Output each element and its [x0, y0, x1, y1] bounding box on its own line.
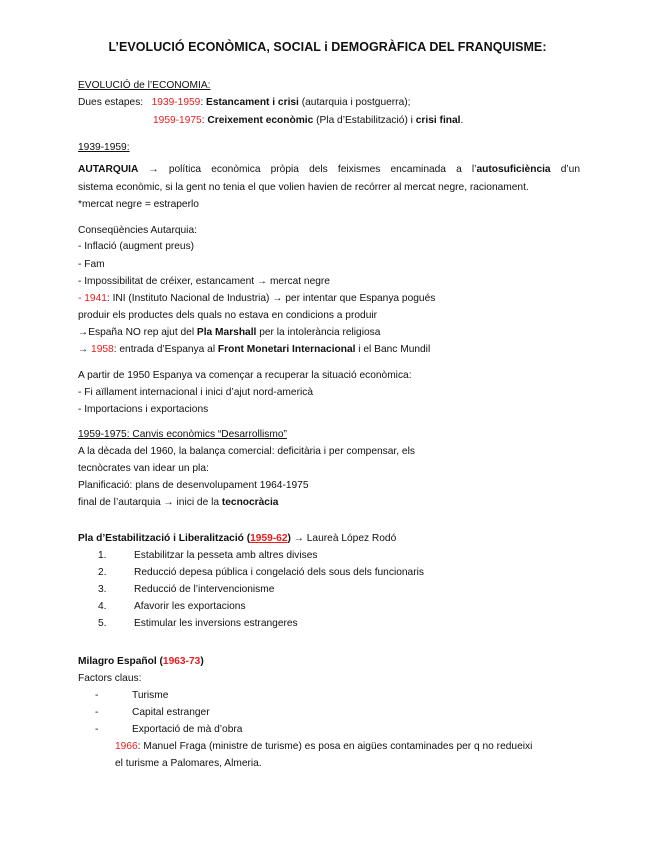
stage-2-years: 1959-1975 — [153, 115, 202, 126]
factor-text: Capital estranger — [132, 707, 210, 718]
autarquia-definition — [78, 163, 580, 176]
marshall-plan: Pla Marshall — [196, 327, 257, 338]
autarquia-term: AUTARQUIA — [78, 164, 139, 175]
consequence-ini — [78, 292, 435, 305]
stage-1-line: Dues estapes: 1939-1959: Estancament i crisi (autarquia i postguerra); — [78, 97, 411, 108]
palomares-text: : Manuel Fraga (ministre de turisme) es posa en aigües contaminades per q no redueixi — [137, 741, 533, 752]
ini-year: 1941 — [84, 293, 107, 304]
plan-item-text: Afavorir les exportacions — [134, 601, 246, 612]
plan-item — [78, 583, 274, 596]
stabilization-plan-title: Pla d’Estabilització i Liberalització — [78, 533, 244, 544]
imf-year: 1958 — [91, 344, 114, 355]
stage-2-line: 1959-1975: Creixement econòmic (Pla d’Estabilització) i crisi final. — [153, 115, 464, 126]
factors-heading: Factors claus: — [78, 673, 142, 684]
period-1939-heading: 1939-1959: — [78, 142, 130, 153]
milagro-heading — [78, 655, 204, 668]
stage-2-crisis: crisi final — [415, 115, 461, 126]
plan-item — [78, 600, 246, 613]
factor-item — [78, 689, 168, 702]
plan-item-text: Estabilitzar la pesseta amb altres divises — [134, 550, 318, 561]
recovery-item-isolation: - Fi aïllament internacional i inici d’ajut nord-americà — [78, 387, 313, 398]
imf-line — [78, 343, 430, 356]
technocracy-line — [78, 496, 278, 509]
recovery-item-trade: - Importacions i exportacions — [78, 404, 209, 415]
stabilization-years: 1959-62 — [250, 533, 288, 544]
palomares-note — [115, 740, 532, 753]
consequence-famine: - Fam — [78, 259, 105, 270]
plan-item — [78, 566, 424, 579]
technocracy-text: final de l’autarquia → inici de la — [78, 497, 222, 508]
autosuficiencia-term: autosuficiència — [476, 164, 551, 175]
imf-arrow: → — [78, 344, 92, 355]
desarrollismo-line-2: tecnòcrates van idear un pla: — [78, 463, 209, 474]
consequences-heading: Conseqüències Autarquia: — [78, 225, 197, 236]
plan-item — [78, 549, 317, 562]
factor-dash: - — [95, 690, 99, 701]
milagro-years: 1963-73 — [162, 656, 201, 667]
stage-2-detail: (Pla d’Estabilització) i — [313, 115, 416, 126]
consequence-inflation: - Inflació (augment preus) — [78, 241, 195, 252]
factor-dash: - — [95, 724, 99, 735]
black-market-note: *mercat negre = estraperlo — [78, 199, 199, 210]
stages-intro: Dues estapes: — [78, 97, 144, 108]
marshall-line — [78, 326, 380, 339]
document-title: L’EVOLUCIÓ ECONÒMICA, SOCIAL i DEMOGRÀFICA DEL FRANQUISME: — [108, 40, 547, 54]
stabilization-author: → Laureà López Rodó — [290, 533, 397, 544]
plan-item-number: 2. — [98, 567, 107, 578]
ini-text: : INI (Instituto Nacional de Industria) → per intentar que Espanya pogués — [106, 293, 436, 304]
palomares-year: 1966 — [115, 741, 138, 752]
stage-1-years: 1939-1959 — [151, 97, 201, 108]
milagro-close: ) — [200, 656, 204, 667]
economy-heading: EVOLUCIÓ de l’ECONOMIA: — [78, 80, 211, 91]
plan-item-number: 3. — [98, 584, 107, 595]
planning-line: Planificació: plans de desenvolupament 1964-1975 — [78, 480, 309, 491]
imf-name: Front Monetari Internacional — [217, 344, 356, 355]
imf-text-b: i el Banc Mundil — [355, 344, 431, 355]
plan-item-text: Reducció de l’intervencionisme — [134, 584, 275, 595]
plan-item-number: 4. — [98, 601, 107, 612]
stage-1-detail: (autarquia i postguerra); — [298, 97, 411, 108]
consequence-ini-dash: - — [78, 293, 85, 304]
stage-2-end: . — [460, 115, 464, 126]
factor-dash: - — [95, 707, 99, 718]
desarrollismo-line-1: A la dècada del 1960, la balança comercial: deficitària i per compensar, els — [78, 446, 415, 457]
autarquia-line-2: sistema econòmic, si la gent no tenia el que volien havien de recórrer al mercat negre, racionament. — [78, 182, 529, 193]
factor-text: Exportació de mà d’obra — [132, 724, 243, 735]
marshall-text-b: per la intolerància religiosa — [256, 327, 381, 338]
autarquia-def-a: → política econòmica pròpia dels feixismes encaminada a l’ — [138, 164, 477, 175]
plan-item — [78, 617, 298, 630]
recovery-intro: A partir de 1950 Espanya va començar a recuperar la situació econòmica: — [78, 370, 412, 381]
palomares-note-line-2: el turisme a Palomares, Almeria. — [115, 758, 262, 769]
marshall-text-a: →España NO rep ajut del — [78, 327, 197, 338]
milagro-title: Milagro Español — [78, 656, 157, 667]
stage-1-label: Estancament i crisi — [206, 97, 299, 108]
autarquia-def-b: d’un — [550, 164, 580, 175]
factor-item — [78, 723, 242, 736]
plan-item-number: 5. — [98, 618, 107, 629]
factor-item — [78, 706, 210, 719]
stabilization-close: ) — [287, 533, 291, 544]
plan-item-text: Reducció depesa pública i congelació dels sous dels funcionaris — [134, 567, 424, 578]
period-1959-heading: 1959-1975: Canvis econòmics “Desarrollismo” — [78, 429, 287, 440]
plan-item-text: Estimular les inversions estrangeres — [134, 618, 298, 629]
consequence-ini-line-2: produir els productes dels quals no estava en condicions a produir — [78, 310, 378, 321]
stage-2-label: Creixement econòmic — [207, 115, 314, 126]
stabilization-open: ( — [243, 533, 251, 544]
plan-item-number: 1. — [98, 550, 107, 561]
factor-text: Turisme — [132, 690, 169, 701]
consequence-stagnation: - Impossibilitat de créixer, estancament → mercat negre — [78, 276, 330, 287]
stabilization-plan-heading — [78, 532, 396, 545]
imf-text-a: : entrada d’Espanya al — [113, 344, 218, 355]
milagro-open: ( — [156, 656, 163, 667]
technocracy-term: tecnocràcia — [221, 497, 279, 508]
